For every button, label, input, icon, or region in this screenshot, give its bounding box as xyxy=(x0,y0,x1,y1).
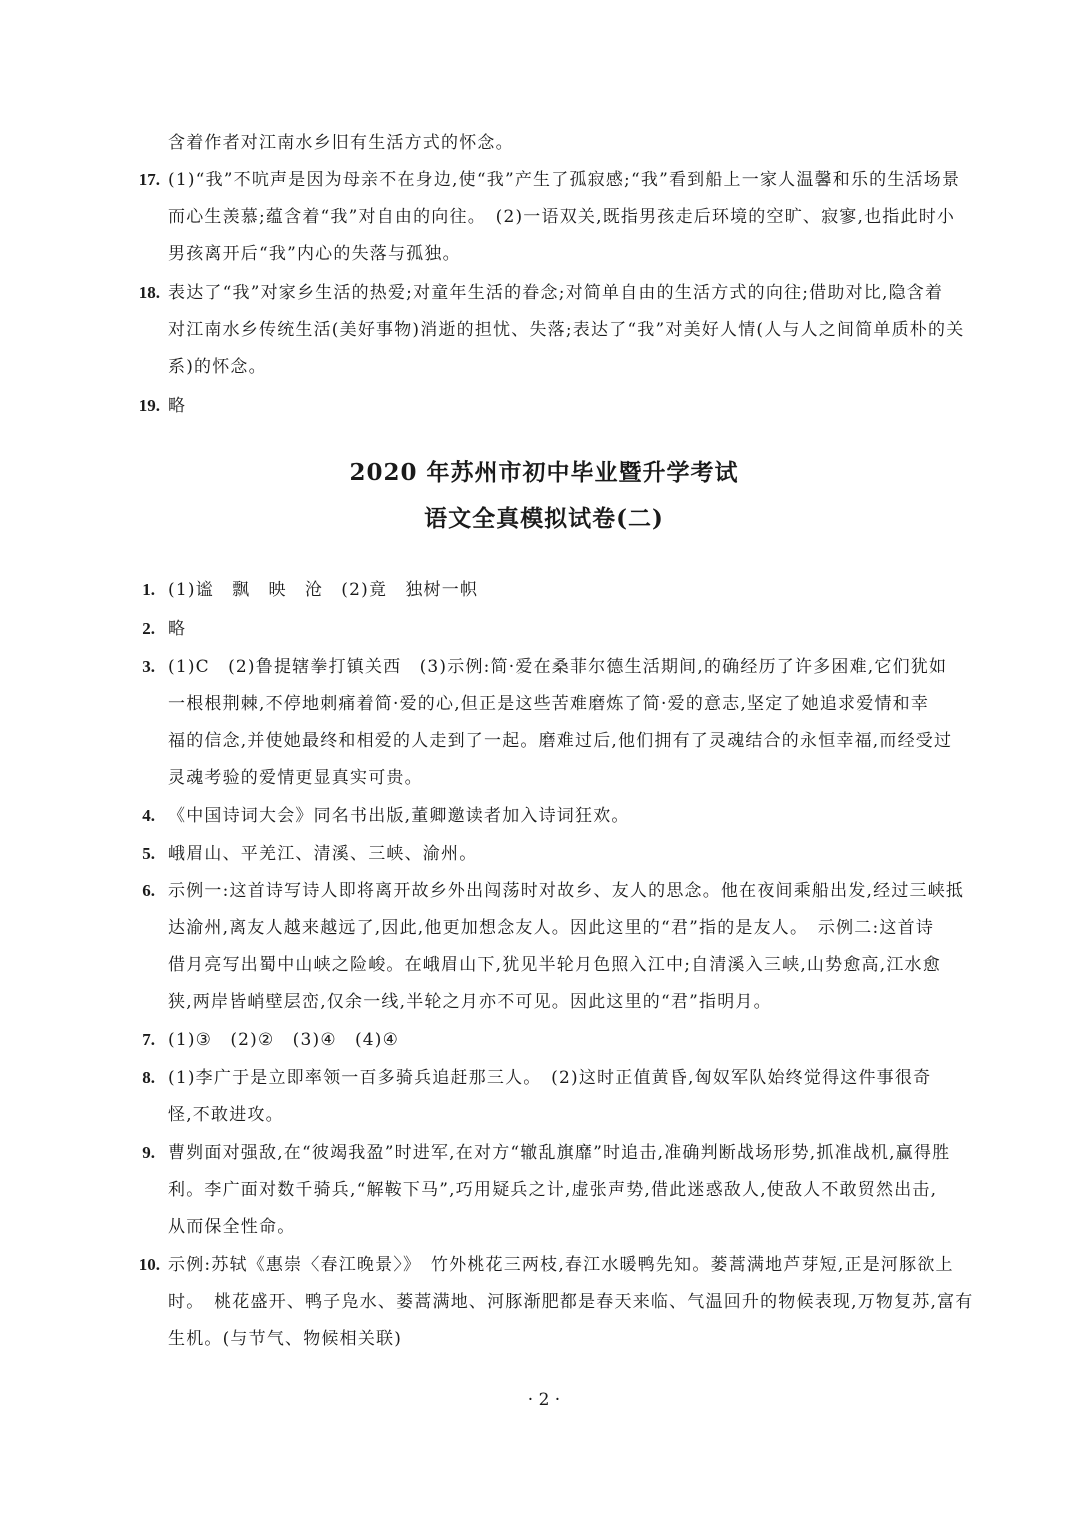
answer-10-line-2: 时。 桃花盛开、鸭子凫水、蒌蒿满地、河豚渐肥都是春天来临、气温回升的物候表现,万物复苏,富有 xyxy=(168,1292,974,1312)
page-number: · 2 · xyxy=(527,1390,561,1410)
answer-8-number: 8. xyxy=(142,1068,155,1087)
answer-2-line-1: 略 xyxy=(168,619,187,639)
answer-7-number: 7. xyxy=(142,1030,155,1049)
answer-16-continuation: 含着作者对江南水乡旧有生活方式的怀念。 xyxy=(168,133,514,153)
answer-10-line-1: 示例:苏轼《惠崇〈春江晚景〉》 竹外桃花三两枝,春江水暖鸭先知。蒌蒿满地芦芽短,正是河豚欲上 xyxy=(168,1255,954,1275)
answer-9-line-3: 从而保全性命。 xyxy=(168,1217,296,1237)
answer-10-line-3: 生机。(与节气、物候相关联) xyxy=(168,1329,403,1349)
answer-6-line-2: 达渝州,离友人越来越远了,因此,他更加想念友人。因此这里的“君”指的是友人。 示例二:这首诗 xyxy=(168,918,935,938)
answer-5-line-1: 峨眉山、平羌江、清溪、三峡、渝州。 xyxy=(168,844,478,864)
answer-17-line-3: 男孩离开后“我”内心的失落与孤独。 xyxy=(168,244,461,264)
answer-4-number: 4. xyxy=(142,806,155,825)
answer-5-number: 5. xyxy=(142,844,155,863)
answer-3-line-2: 一根根荆棘,不停地刺痛着简·爱的心,但正是这些苦难磨炼了简·爱的意志,坚定了她追求爱情和幸 xyxy=(168,694,930,714)
answer-17-line-1: (1)“我”不吭声是因为母亲不在身边,使“我”产生了孤寂感;“我”看到船上一家人温馨和乐的生活场景 xyxy=(168,170,961,190)
answer-17-line-2: 而心生羡慕;蕴含着“我”对自由的向往。 (2)一语双关,既指男孩走后环境的空旷、寂寥,也指此时小 xyxy=(168,207,956,227)
question-19-number: 19. xyxy=(138,396,160,415)
answer-19: 略 xyxy=(168,396,187,416)
answer-3-line-3: 福的信念,并使她最终和相爱的人走到了一起。磨难过后,他们拥有了灵魂结合的永恒幸福,而经受过 xyxy=(168,731,953,751)
answer-1-number: 1. xyxy=(142,580,155,599)
exam-subtitle: 语文全真模拟试卷(二) xyxy=(424,505,664,532)
answer-6-line-4: 狭,两岸皆峭壁层峦,仅余一线,半轮之月亦不可见。因此这里的“君”指明月。 xyxy=(168,992,772,1012)
question-18-number: 18. xyxy=(138,283,160,302)
answer-10-number: 10. xyxy=(138,1255,160,1274)
answer-18-line-1: 表达了“我”对家乡生活的热爱;对童年生活的眷念;对简单自由的生活方式的向往;借助对比,隐含着 xyxy=(168,283,944,303)
answer-2-number: 2. xyxy=(142,619,155,638)
answer-9-line-2: 利。李广面对数千骑兵,“解鞍下马”,巧用疑兵之计,虚张声势,借此迷惑敌人,使敌人不敢贸然出击, xyxy=(168,1180,938,1200)
answer-8-line-1: (1)李广于是立即率领一百多骑兵追赶那三人。 (2)这时正值黄昏,匈奴军队始终觉得这件事很奇 xyxy=(168,1068,932,1088)
answer-6-line-3: 借月亮写出蜀中山峡之险峻。在峨眉山下,犹见半轮月色照入江中;自清溪入三峡,山势愈高,江水愈 xyxy=(168,955,941,975)
answer-1-line-1: (1)谧 飘 映 沧 (2)竟 独树一帜 xyxy=(168,580,479,600)
answer-3-line-1: (1)C (2)鲁提辖拳打镇关西 (3)示例:简·爱在桑菲尔德生活期间,的确经历了许多困难,它们犹如 xyxy=(168,657,948,677)
answer-6-number: 6. xyxy=(142,881,155,900)
answer-3-number: 3. xyxy=(142,657,155,676)
answer-18-line-2: 对江南水乡传统生活(美好事物)消逝的担忧、失落;表达了“我”对美好人情(人与人之间简单质朴的关 xyxy=(168,320,965,340)
question-17-number: 17. xyxy=(138,170,160,189)
answer-7-line-1: (1)③ (2)② (3)④ (4)④ xyxy=(168,1030,400,1050)
exam-title: 2020 年苏州市初中毕业暨升学考试 xyxy=(349,459,739,486)
answer-9-line-1: 曹刿面对强敌,在“彼竭我盈”时进军,在对方“辙乱旗靡”时追击,准确判断战场形势,抓准战机,赢得胜 xyxy=(168,1143,951,1163)
answer-4-line-1: 《中国诗词大会》同名书出版,董卿邀读者加入诗词狂欢。 xyxy=(168,806,630,826)
answer-6-line-1: 示例一:这首诗写诗人即将离开故乡外出闯荡时对故乡、友人的思念。他在夜间乘船出发,经过三峡抵 xyxy=(168,881,965,901)
answer-8-line-2: 怪,不敢进攻。 xyxy=(168,1105,284,1125)
answer-9-number: 9. xyxy=(142,1143,155,1162)
answer-18-line-3: 系)的怀念。 xyxy=(168,357,267,377)
answer-3-line-4: 灵魂考验的爱情更显真实可贵。 xyxy=(168,768,423,788)
